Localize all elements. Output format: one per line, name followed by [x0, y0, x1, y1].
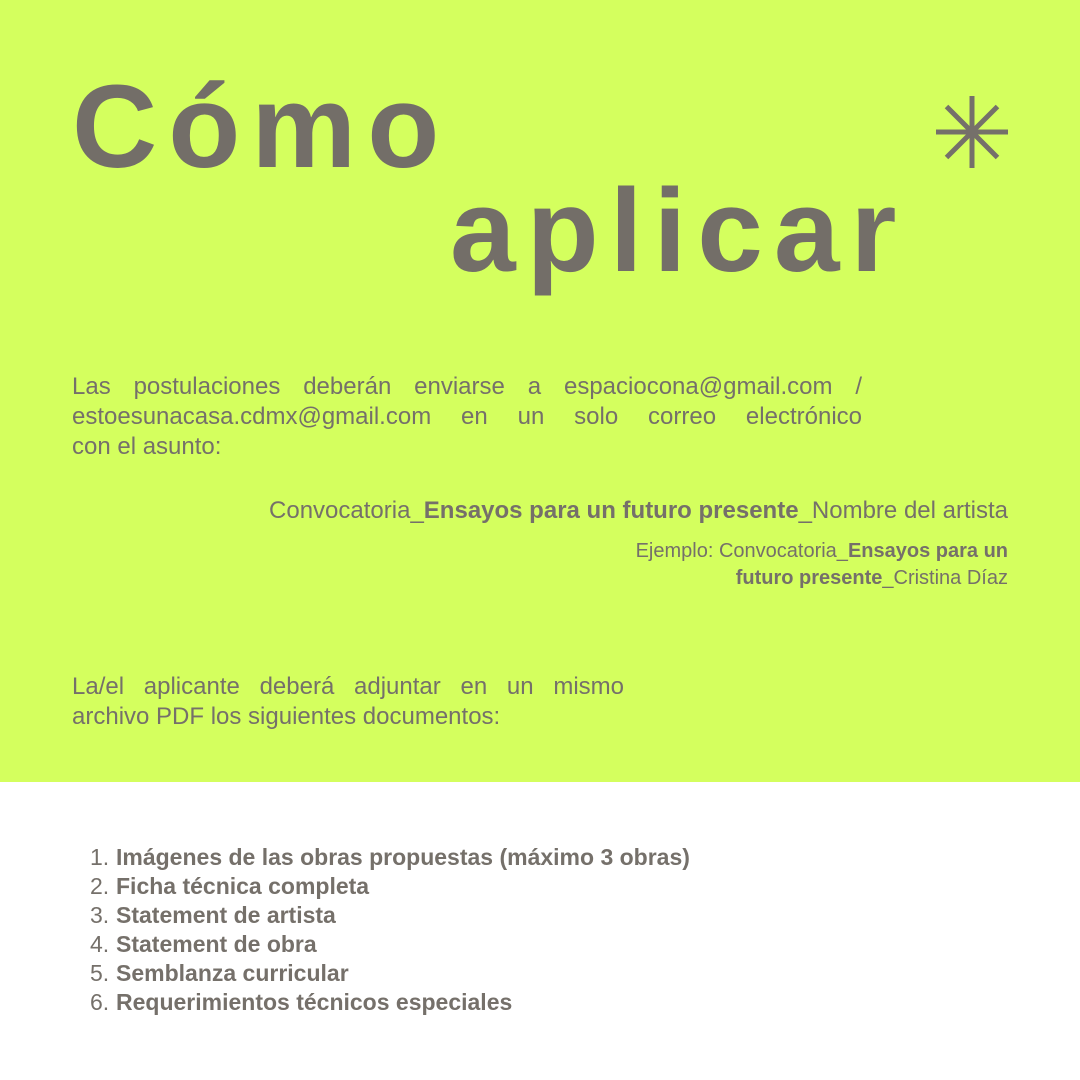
list-item	[90, 843, 690, 872]
list-text: Imágenes de las obras propuestas (máximo 3 obras)	[116, 844, 690, 870]
list-number: 2.	[90, 873, 110, 899]
attachment-line: archivo PDF los siguientes documentos:	[72, 703, 501, 730]
list-text: Ficha técnica completa	[116, 873, 370, 899]
attachment-line: La/el aplicante deberá adjuntar en un mismo	[72, 673, 624, 700]
subject-suffix: _Nombre del artista	[798, 497, 1008, 524]
title-line-2: aplicar	[450, 165, 908, 297]
intro-line: con el asunto:	[72, 433, 222, 460]
list-text: Semblanza curricular	[116, 960, 349, 986]
list-number: 6.	[90, 989, 110, 1015]
list-item	[90, 901, 690, 930]
list-text: Statement de artista	[116, 902, 336, 928]
asterisk-icon	[932, 92, 1012, 172]
intro-line: estoesunacasa.cdmx@gmail.com en un solo correo electrónico	[72, 403, 862, 430]
list-number: 3.	[90, 902, 110, 928]
subject-prefix: Convocatoria_	[269, 497, 424, 524]
list-item	[90, 988, 690, 1017]
example-bold-1: Ensayos para un	[847, 540, 1008, 562]
example-bold-2: futuro presente	[735, 567, 883, 589]
example-suffix: _Cristina Díaz	[882, 567, 1008, 589]
list-item	[90, 959, 690, 988]
list-number: 5.	[90, 960, 110, 986]
email-subject-format	[269, 496, 1008, 526]
title-line-1: Cómo	[72, 61, 451, 193]
intro-paragraph	[72, 372, 862, 462]
subject-example	[636, 538, 1008, 592]
intro-line: Las postulaciones deberán enviarse a espaciocona@gmail.com /	[72, 373, 862, 400]
subject-bold: Ensayos para un futuro presente	[423, 497, 799, 524]
example-prefix: Ejemplo: Convocatoria_	[635, 540, 848, 562]
list-text: Statement de obra	[116, 931, 317, 957]
attachment-paragraph	[72, 672, 624, 732]
list-item	[90, 872, 690, 901]
list-text: Requerimientos técnicos especiales	[116, 989, 513, 1015]
list-item	[90, 930, 690, 959]
list-number: 4.	[90, 931, 110, 957]
documents-list	[90, 843, 690, 1017]
list-number: 1.	[90, 844, 110, 870]
